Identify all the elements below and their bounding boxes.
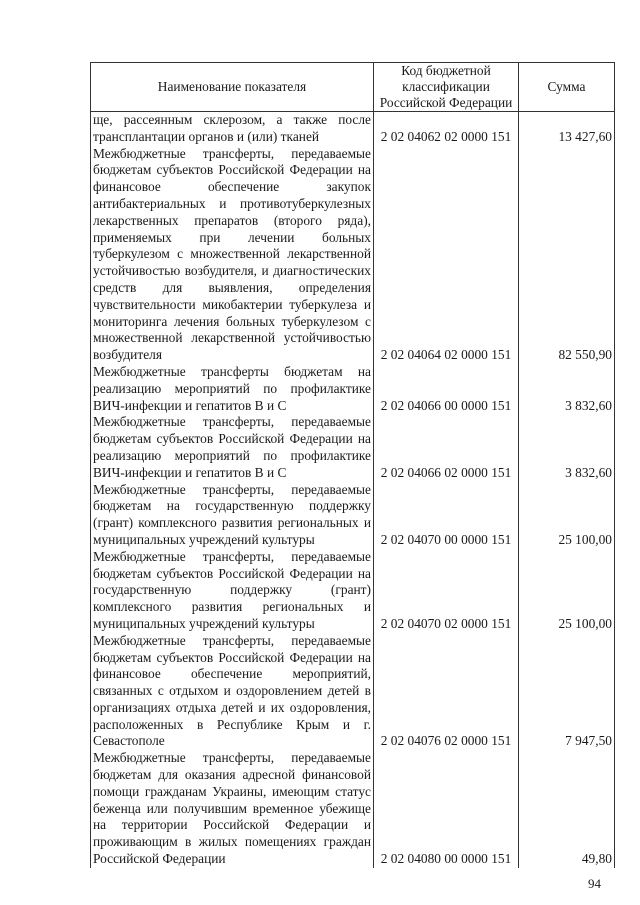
table-row — [91, 633, 615, 751]
table-row — [91, 549, 615, 633]
row-code: 2 02 04062 02 0000 151 — [374, 112, 519, 146]
row-sum: 7 947,50 — [519, 633, 615, 751]
row-name: Межбюджетные трансферты, передаваемые бюджетам для оказания адресной финансовой помощи гражданам Украины, имеющим статус беженца или получившим временное убежище на территории Российской Федерации и проживающим в жилых помещениях граждан Российской Федерации — [91, 750, 374, 868]
table-row — [91, 750, 615, 868]
table-row — [91, 482, 615, 549]
row-name: ще, рассеянным склерозом, а также после трансплантации органов и (или) тканей — [91, 112, 374, 146]
header-sum: Сумма — [519, 63, 615, 112]
row-name: Межбюджетные трансферты, передаваемые бюджетам субъектов Российской Федерации на финансовое обеспечение мероприятий, связанных с отдыхом и оздоровлением детей в организациях отдыха детей и их оздоровления, расположенных в Республике Крым и г. Севастополе — [91, 633, 374, 751]
row-code: 2 02 04064 02 0000 151 — [374, 146, 519, 364]
row-name: Межбюджетные трансферты, передаваемые бюджетам субъектов Российской Федерации на финансовое обеспечение закупок антибактериальных и противотуберкулезных лекарственных препаратов (второго ряда), применяемых при лечении больных туберкулезом с множественной лекарственной устойчивостью возбудителя, и диагностических средств для выявления, определения чувствительности микобактерии туберкулеза и мониторинга лечения больных туберкулезом с множественной лекарственной устойчивостью возбудителя — [91, 146, 374, 364]
header-name: Наименование показателя — [91, 63, 374, 112]
table-row — [91, 414, 615, 481]
table-header — [91, 63, 615, 112]
table-body — [91, 112, 615, 868]
row-code: 2 02 04066 02 0000 151 — [374, 414, 519, 481]
row-sum: 13 427,60 — [519, 112, 615, 146]
row-sum: 3 832,60 — [519, 414, 615, 481]
page-number: 94 — [588, 876, 601, 891]
row-sum: 25 100,00 — [519, 482, 615, 549]
row-code: 2 02 04070 02 0000 151 — [374, 549, 519, 633]
budget-table — [90, 62, 615, 868]
row-sum: 3 832,60 — [519, 364, 615, 414]
row-sum: 82 550,90 — [519, 146, 615, 364]
row-name: Межбюджетные трансферты, передаваемые бюджетам на государственную поддержку (грант) комплексного развития региональных и муниципальных учреждений культуры — [91, 482, 374, 549]
row-code: 2 02 04066 00 0000 151 — [374, 364, 519, 414]
row-name: Межбюджетные трансферты, передаваемые бюджетам субъектов Российской Федерации на государственную поддержку (грант) комплексного развития региональных и муниципальных учреждений культуры — [91, 549, 374, 633]
row-name: Межбюджетные трансферты, передаваемые бюджетам субъектов Российской Федерации на реализацию мероприятий по профилактике ВИЧ-инфекции и гепатитов В и С — [91, 414, 374, 481]
header-row — [91, 63, 615, 112]
table-row — [91, 146, 615, 364]
table-row — [91, 364, 615, 414]
row-code: 2 02 04080 00 0000 151 — [374, 750, 519, 868]
row-code: 2 02 04076 02 0000 151 — [374, 633, 519, 751]
row-name: Межбюджетные трансферты бюджетам на реализацию мероприятий по профилактике ВИЧ-инфекции и гепатитов В и С — [91, 364, 374, 414]
row-sum: 25 100,00 — [519, 549, 615, 633]
row-sum: 49,80 — [519, 750, 615, 868]
header-code: Код бюджетной классификации Российской Федерации — [374, 63, 519, 112]
table-row — [91, 112, 615, 146]
row-code: 2 02 04070 00 0000 151 — [374, 482, 519, 549]
